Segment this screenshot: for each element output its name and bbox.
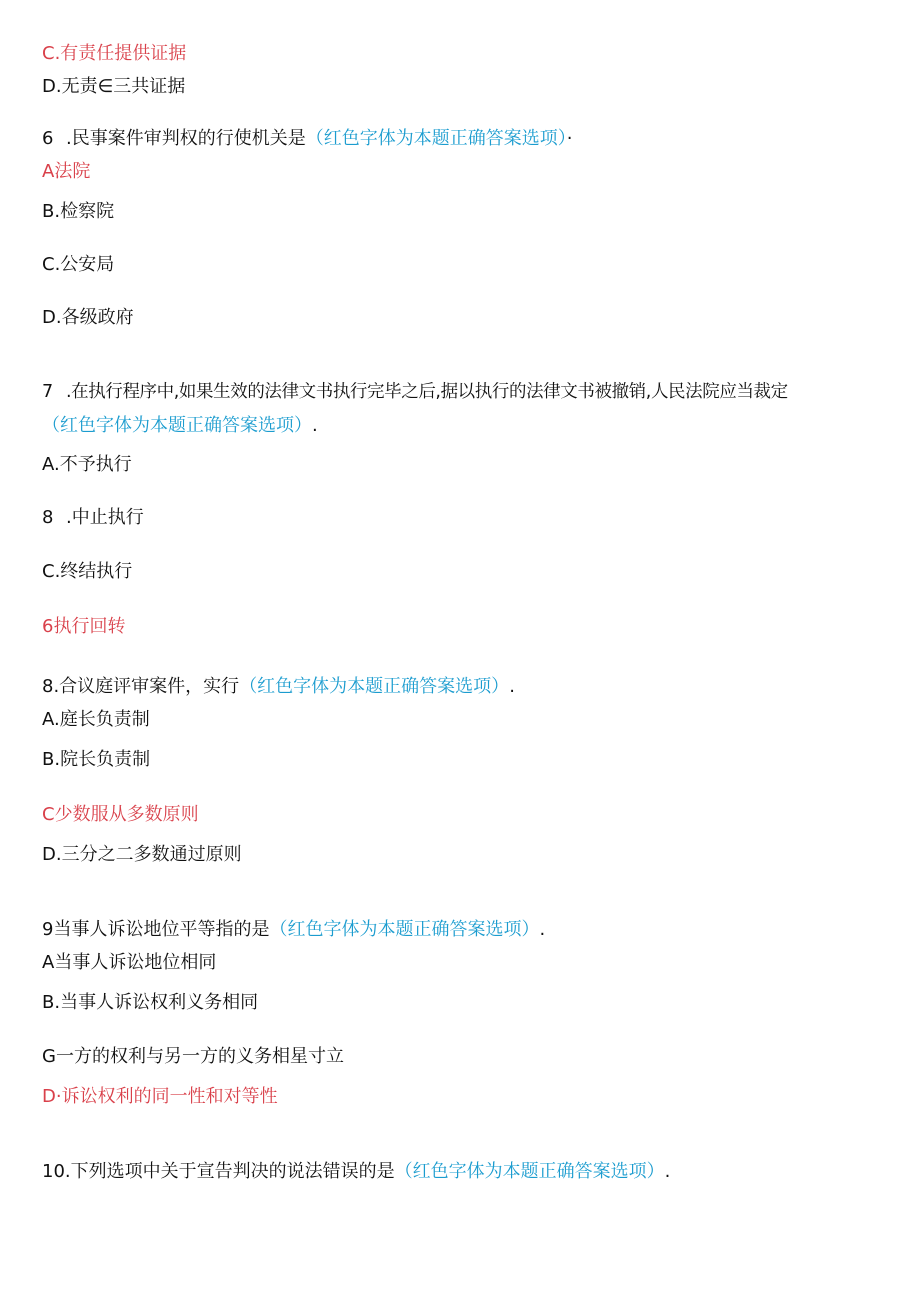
question-6 bbox=[42, 130, 572, 148]
option-b: B.检察院 bbox=[42, 201, 115, 222]
option-d-correct: D·诉讼权利的同一性和对等性 bbox=[42, 1086, 278, 1107]
question-end: . bbox=[539, 919, 546, 940]
question-number: 7 bbox=[42, 382, 53, 402]
option-a: A.庭长负责制 bbox=[42, 709, 150, 730]
question-9 bbox=[42, 921, 545, 939]
question-end: . bbox=[509, 676, 515, 697]
question-end: . bbox=[664, 1161, 671, 1182]
question-stem: 9当事人诉讼地位平等指的是 bbox=[42, 919, 270, 940]
question-number: 6 bbox=[42, 128, 54, 149]
question-stem: 10.下列选项中关于宣告判决的说法错误的是 bbox=[42, 1161, 395, 1182]
question-stem: 8.合议庭评审案件，实行 bbox=[42, 676, 240, 697]
option-a: A.不予执行 bbox=[42, 454, 132, 475]
option-d: D.无责∈三共证据 bbox=[42, 76, 186, 97]
question-end: · bbox=[566, 128, 573, 149]
answer-hint: （红色字体为本题正确答案选项） bbox=[239, 676, 510, 697]
option-a-correct: A法院 bbox=[42, 161, 91, 182]
answer-hint: （红色字体为本题正确答案选项） bbox=[305, 128, 567, 149]
question-stem: .民事案件审判权的行使机关是 bbox=[66, 128, 306, 149]
option-c-correct: C少数服从多数原则 bbox=[42, 804, 199, 825]
question-end: . bbox=[312, 415, 318, 436]
option-b: B.院长负责制 bbox=[42, 749, 151, 770]
answer-hint: （红色字体为本题正确答案选项） bbox=[42, 415, 312, 436]
question-8 bbox=[42, 678, 515, 696]
option-a: A当事人诉讼地位相同 bbox=[42, 952, 217, 973]
option-d: D.三分之二多数通过原则 bbox=[42, 844, 242, 865]
question-7-continued bbox=[42, 417, 318, 435]
option-d-correct: 6执行回转 bbox=[42, 616, 126, 637]
option-b bbox=[42, 509, 144, 527]
question-7 bbox=[42, 384, 788, 402]
answer-hint: （红色字体为本题正确答案选项） bbox=[394, 1161, 665, 1182]
option-number: 8 bbox=[42, 507, 54, 528]
answer-hint: （红色字体为本题正确答案选项） bbox=[269, 919, 540, 940]
option-c: G一方的权利与另一方的义务相星寸立 bbox=[42, 1046, 344, 1067]
question-10 bbox=[42, 1163, 670, 1181]
option-c-correct: C.有责任提供证据 bbox=[42, 43, 187, 64]
option-b: B.当事人诉讼权利义务相同 bbox=[42, 992, 259, 1013]
option-c: C.公安局 bbox=[42, 254, 115, 275]
question-stem: .在执行程序中,如果生效的法律文书执行完毕之后,据以执行的法律文书被撤销,人民法院应当裁定 bbox=[66, 382, 788, 402]
option-d: D.各级政府 bbox=[42, 307, 134, 328]
option-c: C.终结执行 bbox=[42, 561, 133, 582]
option-text: .中止执行 bbox=[66, 507, 144, 528]
